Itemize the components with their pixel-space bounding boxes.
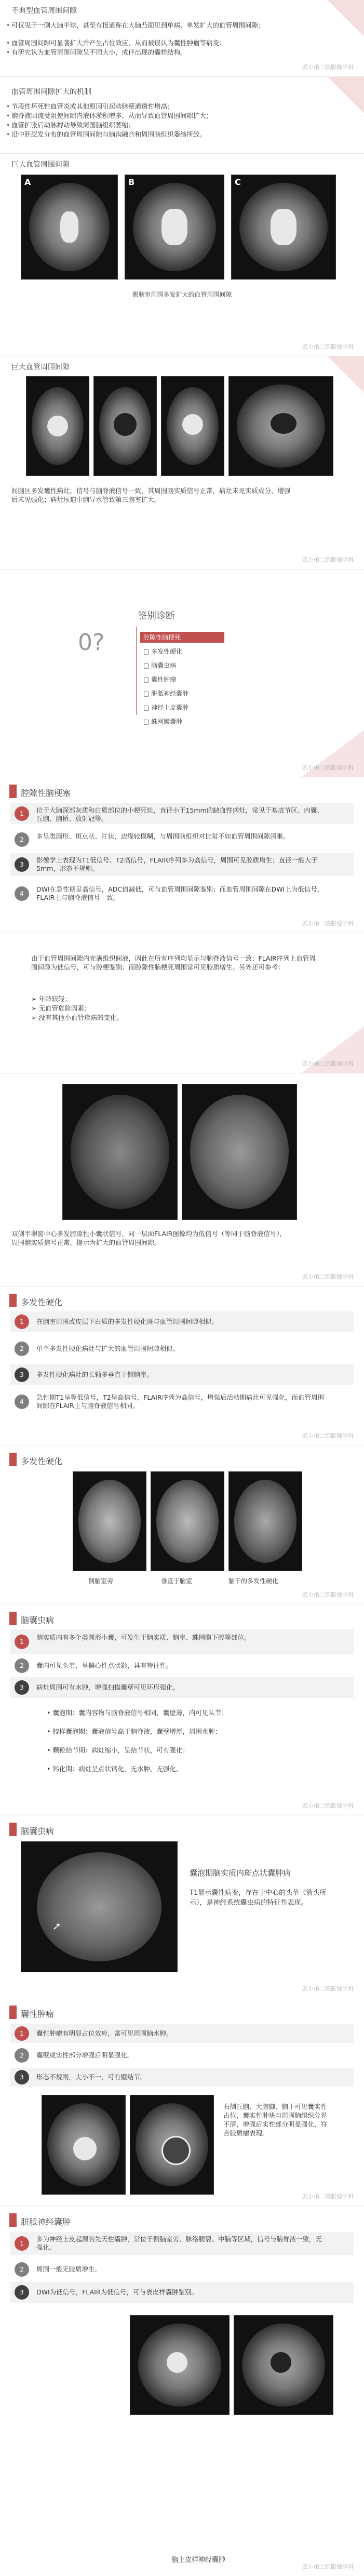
cyst-shape — [271, 413, 296, 434]
row-text: DWI在急性期呈高信号，ADC值减低，可与血管周围间隙鉴别；而血管周围间隙在DWI上为低信号，FLAIR上与脑脊液信号一致。 — [36, 885, 324, 901]
row-text: 囊内可见头节，呈偏心性点状影，具有特征性。 — [36, 1662, 173, 1669]
diagnosis-heading: 鉴别诊断 — [138, 610, 175, 621]
bullet-item: • 节段性坏死性血管炎或其他原因引起动脉壁通透性增高； — [11, 102, 344, 111]
brain-shape — [156, 1480, 219, 1563]
row-marker — [15, 2048, 29, 2063]
row-number: 2 — [15, 1658, 29, 1673]
title-marker — [9, 1294, 17, 1307]
figure-caption: 脑干的多发性硬化 — [228, 1577, 279, 1585]
row-marker — [15, 2236, 29, 2251]
diagnosis-item: □ 神经上皮囊肿 — [143, 704, 189, 711]
slide-title: 脑囊虫病 — [21, 1615, 55, 1625]
panel-label: A — [24, 177, 31, 187]
cyst-shape — [271, 2352, 291, 2373]
ventricle-shape — [161, 209, 187, 245]
finding-heading: 囊泡期脑实质内斑点状囊肿病 — [190, 1868, 291, 1878]
description-text: 右侧丘脑、大脑脚、脑干可见囊实性占位，囊实性肿块与周围脑组织分界不清，增强后实性部分明显强化，符合胶质瘤表现。 — [223, 2103, 328, 2137]
row-marker — [15, 832, 29, 847]
slide-giant-pvs-1 — [0, 154, 364, 356]
slide-differential-diagnosis — [0, 569, 364, 777]
slide-title: 腔隙性脑梗塞 — [21, 788, 71, 798]
row-number: 1 — [15, 806, 29, 821]
row-text: 急性期T1呈等低信号，T2呈高信号，FLAIR序列为高信号，增强后活动期病灶可见强化，而血管周围间隙在FLAIR上与脑脊液信号相同。 — [36, 1393, 325, 1410]
slide-giant-pvs-2 — [0, 356, 364, 569]
row-number: 3 — [15, 2285, 29, 2300]
cyst-shape — [114, 413, 137, 436]
row-number: 1 — [15, 1635, 29, 1649]
watermark: 武小柏二院影像学科 — [302, 64, 354, 71]
slide-pvs-mri-example — [0, 1073, 364, 1286]
row-text: 位于大脑深部灰质和白质部位的小梗死灶，直径小于15mm的缺血性病灶，常见于基底节区、内囊、丘脑、脑桥、放射冠等。 — [36, 806, 323, 822]
mri-image-axial-1 — [130, 2315, 230, 2415]
mri-image-axial-3 — [161, 376, 224, 476]
bullet-item: • 血管周围间隙可显著扩大并产生占位效应，从而被误认为囊性肿瘤等病变； — [11, 38, 344, 47]
title-marker — [9, 2006, 17, 2019]
title-marker — [9, 2213, 17, 2227]
row-text: DWI为低信号，FLAIR为低信号，可与表皮样囊肿鉴别。 — [36, 2288, 198, 2296]
list-item: ➢ 没有其他小血管疾病的变化。 — [31, 1014, 123, 1021]
watermark: 武小柏二院影像学科 — [302, 343, 354, 350]
row-number: 3 — [15, 1680, 29, 1695]
slide-neurocysticercosis-2 — [0, 1815, 364, 1998]
mri-image-brainstem — [228, 1471, 302, 1571]
row-number: 1 — [15, 2236, 29, 2251]
ventricle-shape — [271, 209, 296, 245]
mri-image-perpendicular — [151, 1471, 224, 1571]
row-marker — [15, 1635, 29, 1649]
row-number: 1 — [15, 1314, 29, 1329]
list-item: ➢ 年龄较轻； — [31, 995, 71, 1003]
cyst-shape — [47, 416, 68, 436]
brain-shape — [190, 1095, 289, 1209]
slide-multiple-sclerosis-2 — [0, 1445, 364, 1604]
mri-image-a — [21, 175, 118, 280]
row-number: 2 — [15, 832, 29, 847]
row-marker — [15, 806, 29, 821]
row-text: 囊性肿瘤有明显占位效应，常可见周围脑水肿。 — [36, 2029, 173, 2037]
mri-image-c — [231, 175, 336, 280]
slide-pvs-mechanism — [0, 77, 364, 154]
row-number: 3 — [15, 857, 29, 872]
row-marker — [15, 857, 29, 872]
title-marker — [9, 1612, 17, 1625]
row-number: 3 — [15, 2070, 29, 2084]
row-text: 病灶周围可有水肿，增强扫描囊壁可见环形强化。 — [36, 1683, 180, 1691]
row-marker — [15, 886, 29, 901]
mri-image-t1 — [21, 1841, 178, 1972]
slide-cystic-tumor — [0, 1998, 364, 2206]
row-number: 2 — [15, 2048, 29, 2063]
arrow-icon: ➚ — [52, 1920, 61, 1932]
diagnosis-item: □ 多发性硬化 — [143, 648, 183, 655]
tumor-shape — [73, 2137, 97, 2160]
slide-neurocysticercosis-1 — [0, 1604, 364, 1815]
watermark: 武小柏二院影像学科 — [302, 1591, 354, 1598]
row-text: 形态不规则，大小不一，可有壁结节。 — [36, 2073, 147, 2081]
row-text: 在脑室周围或皮层下白质的多发性硬化斑与血管周围间隙相似。 — [36, 1318, 219, 1325]
list-item: • 颗粒结节期：病灶缩小，呈结节状，可有强化； — [47, 1746, 189, 1754]
diagnosis-item: 腔隙性脑梗死 — [140, 632, 224, 643]
row-text: 脑实质内有多个类圆形小囊，可发生于脑实质、脑室、蛛网膜下腔等部位。 — [36, 1634, 251, 1641]
cyst-shape — [182, 414, 203, 435]
slide-title: 胼胝神经囊肿 — [21, 2217, 71, 2227]
slide-title: 多发性硬化 — [21, 1297, 63, 1307]
mri-image-axial-2 — [93, 376, 157, 476]
cyst-shape — [167, 2352, 187, 2373]
figure-caption: 垂直于脑室 — [161, 1577, 193, 1585]
mri-image-axial-2 — [234, 2315, 333, 2415]
row-marker — [15, 1395, 29, 1409]
description-text: 间脑区多发囊性病灶，信号与脑脊液信号一致，其周围脑实质信号正常，病灶未见实质成分，增强后未见强化；病灶压迫中脑导水管致第三脑室扩大。 — [11, 487, 291, 503]
mri-image-1 — [42, 2095, 126, 2195]
row-marker — [15, 2070, 29, 2084]
corner-decoration — [328, 0, 364, 36]
list-item: • 囊泡期：囊内容物与脑脊液信号相同，囊壁薄，内可见头节； — [47, 1709, 228, 1717]
row-text: 多为神经上皮起源的先天性囊肿，常位于侧脑室旁、脉络膜裂、中脑等区域，信号与脑脊液一致，无强化。 — [36, 2235, 322, 2251]
panel-label: C — [235, 177, 241, 187]
watermark: 武小柏二院影像学科 — [302, 2564, 354, 2570]
watermark: 武小柏二院影像学科 — [302, 764, 354, 771]
description-text: 双侧半卵圆中心多发腔隙性小囊状信号，同一层面FLAIR图像均为低信号（等同于脑脊液信号），周围脑实质信号正常，提示为扩大的血管周围间隙。 — [11, 1230, 287, 1246]
row-marker — [15, 2285, 29, 2300]
mri-image-t2 — [62, 1084, 178, 1220]
slide-title: 巨大血管周围间隙 — [11, 161, 70, 169]
row-number: 3 — [15, 1367, 29, 1382]
diagnosis-item: □ 脑囊虫病 — [143, 662, 177, 669]
bullet-item: • 血管扩张后动脉搏动导致周围脑组织萎缩； — [11, 121, 344, 129]
bullet-item: • 脑脊液回流受阻使间隙内液体淤积增多，从而导致血管周围间隙扩大； — [11, 111, 344, 120]
slide-title: 囊性肿瘤 — [21, 2009, 55, 2019]
slide-title: 血管周围间隙扩大的机制 — [11, 88, 91, 96]
figure-caption: 侧脑室周围多发扩大的血管周围间隙 — [132, 291, 232, 298]
title-marker — [9, 1453, 17, 1466]
row-number: 2 — [15, 1342, 29, 1356]
slide-neuroepithelial-cyst — [0, 2206, 364, 2576]
slide-title: 多发性硬化 — [21, 1456, 63, 1466]
watermark: 武小柏二院影像学科 — [302, 1432, 354, 1439]
row-text: 多发性硬化病灶的长轴多垂直于侧脑室。 — [36, 1371, 154, 1378]
slide-lacunar-infarct — [0, 777, 364, 933]
watermark: 武小柏二院影像学科 — [302, 1985, 354, 1992]
row-number: 4 — [15, 886, 29, 901]
mri-image-axial — [26, 376, 89, 476]
row-text: 多呈类圆形、斑点状、片状，边缘较模糊，与周围脑组织对比常不如血管周围间隙清晰。 — [36, 832, 290, 840]
list-item: • 胶样囊泡期：囊液信号高于脑脊液，囊壁增厚，周围水肿； — [47, 1728, 222, 1735]
panel-label: B — [128, 177, 135, 187]
row-marker — [15, 2026, 29, 2041]
slide-multiple-sclerosis-1 — [0, 1286, 364, 1445]
mri-image-sagittal — [228, 376, 333, 476]
figure-caption: 脑上皮样神经囊肿 — [171, 2556, 226, 2564]
watermark: 武小柏二院影像学科 — [302, 556, 354, 563]
mri-image-2 — [130, 2095, 214, 2195]
bullet-item: • 沿中胚层发分布的血管周围间隙与脑沟融合和周围脑组织萎缩所致。 — [11, 130, 344, 139]
description-text: T1显示囊性病变，存在于中心的头节（箭头所示），是神经系统囊虫病的特征性表现。 — [190, 1889, 327, 1907]
question-mark: 0? — [78, 629, 105, 656]
brain-shape — [234, 1480, 296, 1563]
list-item: • 钙化期：病灶呈点状钙化，无水肿、无强化。 — [47, 1765, 183, 1773]
brain-shape — [71, 1095, 169, 1209]
bullet-item: • 可仅见于一侧大脑半球，甚至有报道称在大脑凸面见到单病、单发扩大的血管周围间隙； — [11, 21, 344, 30]
mri-image-b — [125, 175, 224, 280]
brain-shape — [78, 1480, 141, 1563]
row-marker — [15, 1680, 29, 1695]
row-text: 囊壁或实性部分增强后明显强化。 — [36, 2051, 134, 2059]
watermark: 武小柏二院影像学科 — [302, 1802, 354, 1809]
slide-atypical-pvs — [0, 0, 364, 77]
row-marker — [15, 1314, 29, 1329]
row-text: 周围一般无胶质增生。 — [36, 2265, 102, 2273]
tumor-shape — [161, 2136, 191, 2165]
mri-image-periventricular — [73, 1471, 146, 1571]
description-text: 由于血管周围间隙内充满组织间液，因此在所有序列均显示与脑脊液信号一致；FLAIR序列上血管周围间隙为低信号，可与腔梗鉴别；而腔隙性脑梗死周围常可见胶质增生。另外还可参考： — [31, 954, 316, 971]
row-marker — [15, 1342, 29, 1356]
diagnosis-item: □ 蛛网膜囊肿 — [143, 718, 183, 725]
watermark: 武小柏二院影像学科 — [302, 1060, 354, 1067]
title-marker — [9, 785, 17, 798]
figure-caption: 侧脑室旁 — [88, 1577, 114, 1585]
row-marker — [15, 1658, 29, 1673]
slide-title: 不典型血管周围间隙 — [11, 7, 77, 15]
row-number: 2 — [15, 2262, 29, 2277]
row-text: 影像学上表现为T1低信号、T2高信号，FLAIR序列多为高信号，周围可见胶质增生；直径一般大于5mm，形态不规则。 — [36, 856, 318, 872]
row-marker — [15, 1367, 29, 1382]
row-marker — [15, 2262, 29, 2277]
row-text: 单个多发性硬化病灶与扩大的血管周围间隙相似。 — [36, 1345, 180, 1352]
row-number: 4 — [15, 1395, 29, 1409]
ventricle-shape — [60, 211, 78, 243]
diagnosis-list — [140, 632, 224, 730]
mri-image-flair — [182, 1084, 297, 1220]
row-number: 1 — [15, 2026, 29, 2041]
title-marker — [9, 1823, 17, 1836]
divider-line — [136, 627, 137, 715]
bullet-item: • 有研究认为血管周围间隙呈不同大小，或伴出现的囊样结构。 — [11, 48, 344, 57]
slide-title: 脑囊虫病 — [21, 1826, 55, 1836]
diagnosis-item: □ 囊性肿瘤 — [143, 676, 177, 683]
watermark: 武小柏二院影像学科 — [302, 1273, 354, 1280]
diagnosis-item: □ 胼胝神经囊肿 — [143, 690, 189, 697]
brain-shape — [37, 1852, 161, 1961]
slide-title: 巨大血管周围间隙 — [11, 363, 70, 371]
watermark: 武小柏二院影像学科 — [302, 2193, 354, 2200]
slide-pvs-vs-lacune — [0, 933, 364, 1073]
list-item: ➢ 无血管危险因素； — [31, 1004, 91, 1012]
watermark: 武小柏二院影像学科 — [302, 920, 354, 927]
